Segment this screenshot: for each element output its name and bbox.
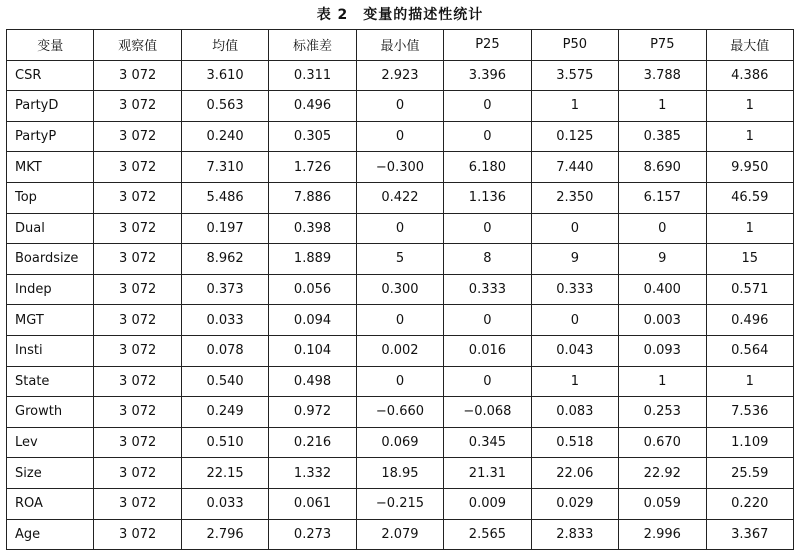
value-cell: 46.59 [706, 182, 794, 213]
value-cell: 0.540 [181, 366, 268, 397]
value-cell: −0.660 [356, 397, 443, 428]
column-header: P50 [531, 30, 618, 61]
value-cell: 0.670 [619, 427, 706, 458]
value-cell: 0.093 [619, 335, 706, 366]
table-row [7, 244, 794, 275]
value-cell: 1 [531, 366, 618, 397]
variable-name-cell: Age [7, 519, 94, 550]
column-header: 标准差 [269, 30, 356, 61]
value-cell: 0 [444, 213, 531, 244]
value-cell: 0 [444, 91, 531, 122]
value-cell: 1.889 [269, 244, 356, 275]
table-row [7, 60, 794, 91]
value-cell: 0.422 [356, 182, 443, 213]
value-cell: 0.094 [269, 305, 356, 336]
value-cell: 3 072 [94, 121, 181, 152]
column-header: 最大值 [706, 30, 794, 61]
value-cell: 0.016 [444, 335, 531, 366]
value-cell: 3 072 [94, 335, 181, 366]
variable-name-cell: State [7, 366, 94, 397]
value-cell: 0.003 [619, 305, 706, 336]
value-cell: 8 [444, 244, 531, 275]
value-cell: 1 [706, 121, 794, 152]
value-cell: 6.180 [444, 152, 531, 183]
value-cell: 7.886 [269, 182, 356, 213]
value-cell: 1 [619, 91, 706, 122]
value-cell: 0 [356, 121, 443, 152]
value-cell: 7.440 [531, 152, 618, 183]
value-cell: 0.564 [706, 335, 794, 366]
value-cell: 3 072 [94, 458, 181, 489]
value-cell: 8.962 [181, 244, 268, 275]
value-cell: 21.31 [444, 458, 531, 489]
value-cell: 9 [531, 244, 618, 275]
value-cell: 5.486 [181, 182, 268, 213]
table-row [7, 519, 794, 550]
value-cell: 3 072 [94, 91, 181, 122]
value-cell: 0.496 [269, 91, 356, 122]
value-cell: 3 072 [94, 274, 181, 305]
value-cell: 0.398 [269, 213, 356, 244]
value-cell: 0.059 [619, 488, 706, 519]
value-cell: 0.333 [531, 274, 618, 305]
value-cell: 0 [444, 366, 531, 397]
value-cell: 0 [444, 305, 531, 336]
table-title: 表 2 变量的描述性统计 [316, 7, 484, 23]
value-cell: 1 [706, 366, 794, 397]
value-cell: 3.396 [444, 60, 531, 91]
variable-name-cell: MKT [7, 152, 94, 183]
value-cell: 1.332 [269, 458, 356, 489]
value-cell: 3 072 [94, 213, 181, 244]
variable-name-cell: Insti [7, 335, 94, 366]
variable-name-cell: PartyP [7, 121, 94, 152]
value-cell: 6.157 [619, 182, 706, 213]
value-cell: 3 072 [94, 305, 181, 336]
value-cell: 0.043 [531, 335, 618, 366]
value-cell: 1.726 [269, 152, 356, 183]
variable-name-cell: Indep [7, 274, 94, 305]
value-cell: 0.253 [619, 397, 706, 428]
value-cell: 0.009 [444, 488, 531, 519]
value-cell: 0.273 [269, 519, 356, 550]
value-cell: 22.92 [619, 458, 706, 489]
value-cell: 2.923 [356, 60, 443, 91]
value-cell: 0.385 [619, 121, 706, 152]
variable-name-cell: MGT [7, 305, 94, 336]
value-cell: 8.690 [619, 152, 706, 183]
value-cell: 0.002 [356, 335, 443, 366]
value-cell: 0.498 [269, 366, 356, 397]
column-header: 观察值 [94, 30, 181, 61]
value-cell: 7.310 [181, 152, 268, 183]
value-cell: 2.079 [356, 519, 443, 550]
value-cell: −0.068 [444, 397, 531, 428]
value-cell: 0.496 [706, 305, 794, 336]
value-cell: 1 [706, 213, 794, 244]
variable-name-cell: PartyD [7, 91, 94, 122]
value-cell: 0 [356, 305, 443, 336]
header-row [7, 30, 794, 61]
value-cell: 3.367 [706, 519, 794, 550]
value-cell: 0.029 [531, 488, 618, 519]
variable-name-cell: Top [7, 182, 94, 213]
value-cell: 1 [706, 91, 794, 122]
column-header: 最小值 [356, 30, 443, 61]
value-cell: 0 [444, 121, 531, 152]
value-cell: 0.056 [269, 274, 356, 305]
value-cell: 0 [531, 213, 618, 244]
variable-name-cell: Size [7, 458, 94, 489]
value-cell: 3 072 [94, 60, 181, 91]
value-cell: 0.305 [269, 121, 356, 152]
value-cell: 2.350 [531, 182, 618, 213]
table-row [7, 427, 794, 458]
variable-name-cell: Growth [7, 397, 94, 428]
value-cell: 0.104 [269, 335, 356, 366]
column-header: 变量 [7, 30, 94, 61]
value-cell: 22.06 [531, 458, 618, 489]
table-row [7, 488, 794, 519]
value-cell: 0.563 [181, 91, 268, 122]
value-cell: 0.197 [181, 213, 268, 244]
value-cell: 0.333 [444, 274, 531, 305]
table-row [7, 152, 794, 183]
value-cell: 3 072 [94, 519, 181, 550]
value-cell: 0.345 [444, 427, 531, 458]
value-cell: 9.950 [706, 152, 794, 183]
value-cell: 0.510 [181, 427, 268, 458]
value-cell: 0.078 [181, 335, 268, 366]
column-header: 均值 [181, 30, 268, 61]
value-cell: 0.311 [269, 60, 356, 91]
value-cell: 3 072 [94, 427, 181, 458]
value-cell: 0.518 [531, 427, 618, 458]
variable-name-cell: Dual [7, 213, 94, 244]
value-cell: 4.386 [706, 60, 794, 91]
column-header: P25 [444, 30, 531, 61]
value-cell: 0 [356, 213, 443, 244]
value-cell: 18.95 [356, 458, 443, 489]
value-cell: −0.215 [356, 488, 443, 519]
value-cell: 3.610 [181, 60, 268, 91]
value-cell: 2.565 [444, 519, 531, 550]
value-cell: 3 072 [94, 182, 181, 213]
table-row [7, 274, 794, 305]
value-cell: 0 [356, 91, 443, 122]
table-row [7, 305, 794, 336]
value-cell: 0.972 [269, 397, 356, 428]
table-row [7, 91, 794, 122]
value-cell: −0.300 [356, 152, 443, 183]
value-cell: 1 [619, 366, 706, 397]
variable-name-cell: ROA [7, 488, 94, 519]
value-cell: 0.373 [181, 274, 268, 305]
table-row [7, 458, 794, 489]
value-cell: 0.240 [181, 121, 268, 152]
value-cell: 0.571 [706, 274, 794, 305]
variable-name-cell: Lev [7, 427, 94, 458]
column-header: P75 [619, 30, 706, 61]
table-row [7, 397, 794, 428]
value-cell: 9 [619, 244, 706, 275]
value-cell: 22.15 [181, 458, 268, 489]
value-cell: 0.249 [181, 397, 268, 428]
value-cell: 0 [619, 213, 706, 244]
value-cell: 0.033 [181, 305, 268, 336]
value-cell: 25.59 [706, 458, 794, 489]
value-cell: 5 [356, 244, 443, 275]
table-body [7, 60, 794, 550]
variable-name-cell: CSR [7, 60, 94, 91]
table-row [7, 335, 794, 366]
value-cell: 0.300 [356, 274, 443, 305]
table-row [7, 366, 794, 397]
value-cell: 1.109 [706, 427, 794, 458]
value-cell: 15 [706, 244, 794, 275]
value-cell: 2.996 [619, 519, 706, 550]
descriptive-statistics-table [6, 29, 794, 550]
value-cell: 0 [356, 366, 443, 397]
value-cell: 1.136 [444, 182, 531, 213]
value-cell: 3 072 [94, 244, 181, 275]
value-cell: 3 072 [94, 488, 181, 519]
table-row [7, 213, 794, 244]
value-cell: 1 [531, 91, 618, 122]
value-cell: 0.220 [706, 488, 794, 519]
table-row [7, 182, 794, 213]
value-cell: 0.083 [531, 397, 618, 428]
value-cell: 2.796 [181, 519, 268, 550]
value-cell: 0.069 [356, 427, 443, 458]
value-cell: 0 [531, 305, 618, 336]
value-cell: 3.575 [531, 60, 618, 91]
variable-name-cell: Boardsize [7, 244, 94, 275]
value-cell: 3 072 [94, 152, 181, 183]
value-cell: 0.400 [619, 274, 706, 305]
value-cell: 3 072 [94, 366, 181, 397]
value-cell: 3 072 [94, 397, 181, 428]
value-cell: 0.216 [269, 427, 356, 458]
value-cell: 3.788 [619, 60, 706, 91]
value-cell: 2.833 [531, 519, 618, 550]
value-cell: 0.061 [269, 488, 356, 519]
value-cell: 7.536 [706, 397, 794, 428]
table-row [7, 121, 794, 152]
value-cell: 0.033 [181, 488, 268, 519]
value-cell: 0.125 [531, 121, 618, 152]
